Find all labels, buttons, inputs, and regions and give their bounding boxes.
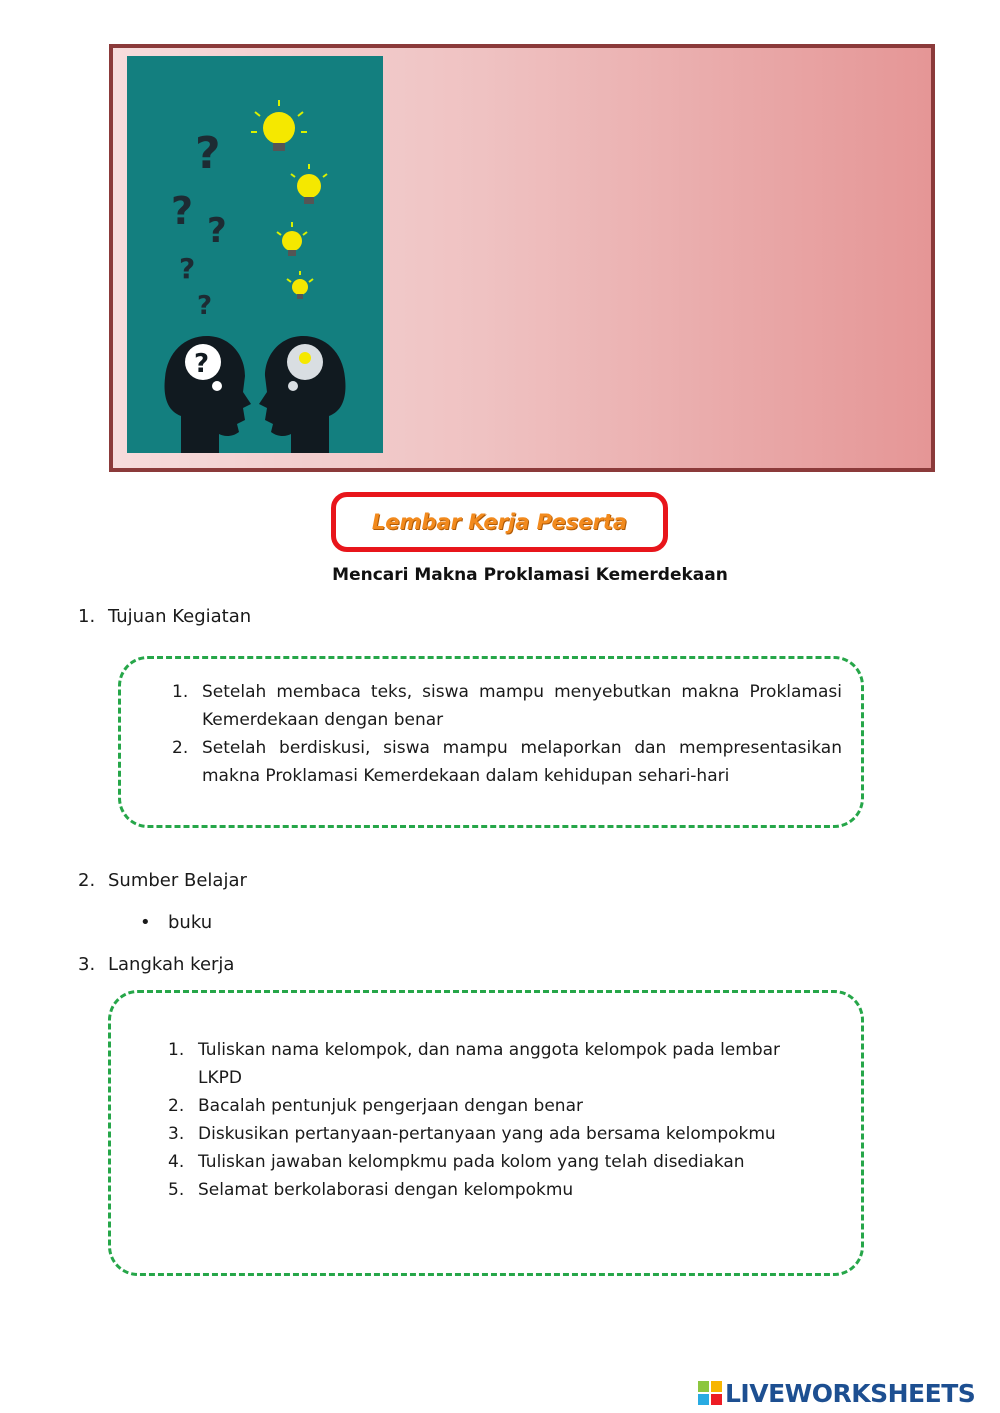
liveworksheets-logo[interactable] <box>698 1378 975 1408</box>
step-text: Bacalah pentunjuk pengerjaan dengan benar <box>198 1096 583 1116</box>
lightbulb-illustration <box>251 100 327 299</box>
list-item <box>168 1092 818 1120</box>
list-item <box>168 1176 818 1204</box>
step-number: 1. <box>168 1040 185 1060</box>
list-item <box>172 678 842 734</box>
step-number: 3. <box>168 1124 185 1144</box>
section-number: 1. <box>78 606 96 627</box>
header-banner <box>109 44 935 472</box>
goal-number: 2. <box>172 738 189 758</box>
goal-number: 1. <box>172 682 189 702</box>
worksheet-title-box <box>331 492 668 552</box>
goal-text: Setelah membaca teks, siswa mampu menyebutkan makna Proklamasi Kemerdekaan dengan benar <box>202 682 842 730</box>
section-sumber-belajar <box>78 870 247 891</box>
list-item <box>168 1120 818 1148</box>
source-item <box>140 912 212 933</box>
section-label: Langkah kerja <box>108 954 235 975</box>
worksheet-subtitle: Mencari Makna Proklamasi Kemerdekaan <box>332 565 728 585</box>
list-item <box>168 1148 818 1176</box>
svg-text:?: ? <box>171 189 194 233</box>
question-marks-illustration <box>171 128 227 321</box>
section-tujuan-kegiatan <box>78 606 251 627</box>
list-item <box>172 734 842 790</box>
source-text: buku <box>168 912 213 933</box>
goal-text: Setelah berdiskusi, siswa mampu melaporkan dan mempresentasikan makna Proklamasi Kemerdekaan dalam kehidupan sehari-hari <box>202 738 842 786</box>
step-number: 5. <box>168 1180 185 1200</box>
step-text: Tuliskan nama kelompok, dan nama anggota kelompok pada lembar LKPD <box>198 1040 781 1088</box>
goals-list <box>172 678 842 790</box>
section-number: 2. <box>78 870 96 891</box>
svg-text:?: ? <box>194 349 210 379</box>
svg-text:?: ? <box>197 291 213 321</box>
section-label: Tujuan Kegiatan <box>108 606 252 627</box>
section-langkah-kerja <box>78 954 234 975</box>
step-text: Tuliskan jawaban kelompkmu pada kolom yang telah disediakan <box>198 1152 745 1172</box>
steps-list <box>168 1036 818 1204</box>
section-number: 3. <box>78 954 96 975</box>
svg-text:?: ? <box>179 252 196 285</box>
worksheet-title: Lembar Kerja Peserta <box>371 510 628 534</box>
liveworksheets-logo-icon <box>698 1381 722 1405</box>
bullet-icon: • <box>140 912 151 933</box>
brand-name: LIVEWORKSHEETS <box>725 1378 976 1408</box>
step-text: Diskusikan pertanyaan-pertanyaan yang ada bersama kelompokmu <box>198 1124 776 1144</box>
list-item <box>168 1036 818 1092</box>
svg-text:?: ? <box>207 211 227 251</box>
thinking-heads-illustration <box>127 56 383 453</box>
section-label: Sumber Belajar <box>108 870 247 891</box>
step-number: 2. <box>168 1096 185 1116</box>
step-text: Selamat berkolaborasi dengan kelompokmu <box>198 1180 574 1200</box>
step-number: 4. <box>168 1152 185 1172</box>
svg-text:?: ? <box>195 128 221 179</box>
